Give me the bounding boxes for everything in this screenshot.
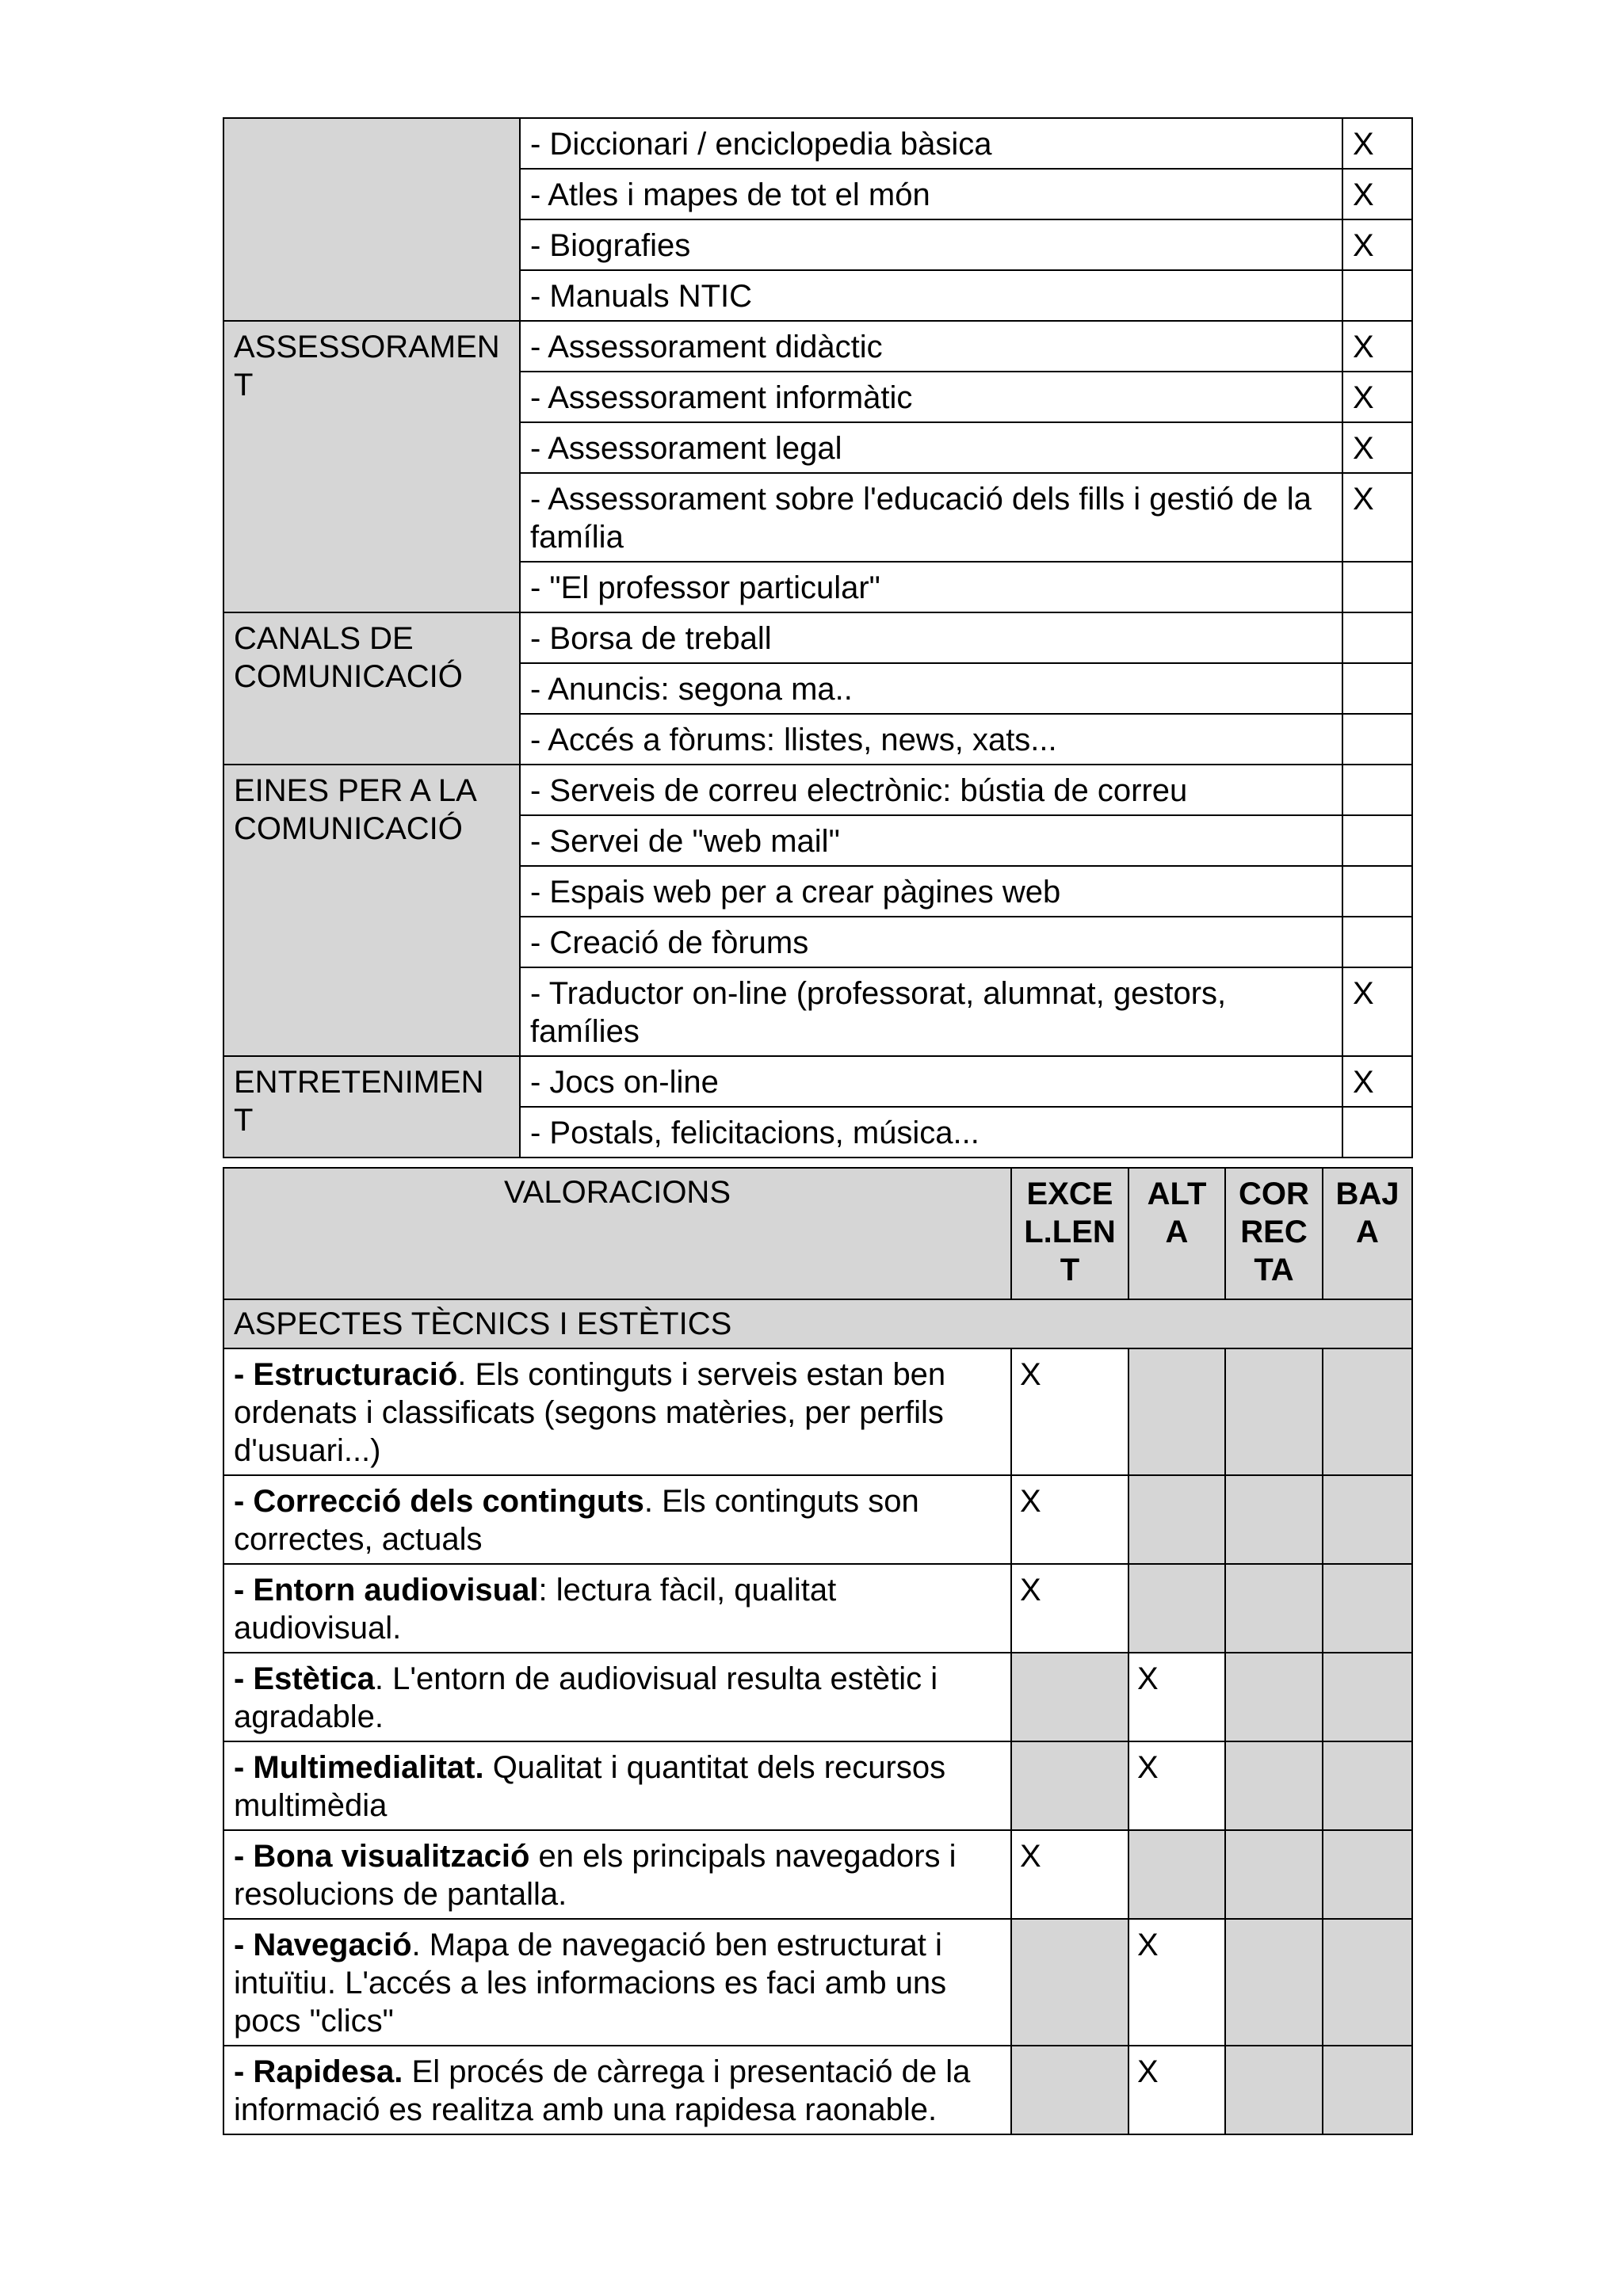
criterion-name: - Navegació — [234, 1928, 412, 1962]
service-item: - Creació de fòrums — [520, 917, 1342, 967]
category-cell: EINES PER A LA COMUNICACIÓ — [223, 765, 520, 1056]
rating-mark — [1323, 1348, 1412, 1475]
category-cell: ENTRETENIMEN T — [223, 1056, 520, 1158]
column-header-high: ALT A — [1128, 1168, 1225, 1299]
service-item: - "El professor particular" — [520, 562, 1342, 612]
rating-mark — [1128, 1564, 1225, 1653]
criterion-cell — [223, 1830, 1011, 1919]
service-item: - Assessorament informàtic — [520, 372, 1342, 422]
rating-mark — [1323, 1830, 1412, 1919]
category-cell — [223, 118, 520, 321]
rating-mark — [1225, 2046, 1323, 2134]
service-mark — [1342, 866, 1412, 917]
service-mark — [1342, 714, 1412, 765]
service-mark: X — [1342, 118, 1412, 169]
service-mark: X — [1342, 372, 1412, 422]
service-item: - Espais web per a crear pàgines web — [520, 866, 1342, 917]
service-item: - Serveis de correu electrònic: bústia de correu — [520, 765, 1342, 815]
criterion-description: Qualitat i quantitat dels recursos multimèdia — [234, 1750, 946, 1823]
ratings-table — [223, 1167, 1413, 2135]
service-mark — [1342, 612, 1412, 663]
rating-mark — [1225, 1348, 1323, 1475]
rating-mark — [1323, 1564, 1412, 1653]
service-item: - Assessorament legal — [520, 422, 1342, 473]
rating-mark — [1011, 1653, 1128, 1741]
service-mark: X — [1342, 1056, 1412, 1107]
column-header-correct: COR REC TA — [1225, 1168, 1323, 1299]
criterion-description: : lectura fàcil, qualitat audiovisual. — [234, 1573, 837, 1646]
table-row — [223, 1348, 1412, 1475]
table-row — [223, 1475, 1412, 1564]
category-cell: CANALS DE COMUNICACIÓ — [223, 612, 520, 765]
service-mark: X — [1342, 473, 1412, 562]
rating-mark — [1225, 1919, 1323, 2046]
service-item: - Assessorament sobre l'educació dels fills i gestió de la família — [520, 473, 1342, 562]
ratings-title: VALORACIONS — [223, 1168, 1011, 1299]
ratings-header-row — [223, 1168, 1412, 1299]
rating-mark: X — [1128, 1919, 1225, 2046]
service-item: - Borsa de treball — [520, 612, 1342, 663]
table-row — [223, 1741, 1412, 1830]
rating-mark — [1323, 2046, 1412, 2134]
criterion-description: El procés de càrrega i presentació de la informació es realitza amb una rapidesa raonable. — [234, 2054, 971, 2127]
service-item: - Traductor on-line (professorat, alumnat, gestors, famílies — [520, 967, 1342, 1056]
rating-mark — [1225, 1475, 1323, 1564]
rating-mark — [1128, 1830, 1225, 1919]
service-mark: X — [1342, 321, 1412, 372]
rating-mark — [1323, 1653, 1412, 1741]
criterion-description: . Mapa de navegació ben estructurat i intuïtiu. L'accés a les informacions es faci amb uns pocs "clics" — [234, 1928, 947, 2039]
criterion-cell — [223, 2046, 1011, 2134]
service-item: - Servei de "web mail" — [520, 815, 1342, 866]
criterion-cell — [223, 1475, 1011, 1564]
service-item: - Jocs on-line — [520, 1056, 1342, 1107]
service-item: - Atles i mapes de tot el món — [520, 169, 1342, 219]
service-mark — [1342, 1107, 1412, 1158]
criterion-description: . L'entorn de audiovisual resulta estètic i agradable. — [234, 1661, 938, 1734]
criterion-name: - Entorn audiovisual — [234, 1573, 539, 1608]
service-item: - Accés a fòrums: llistes, news, xats... — [520, 714, 1342, 765]
column-header-low: BAJ A — [1323, 1168, 1412, 1299]
criterion-name: - Correcció dels continguts — [234, 1484, 644, 1519]
rating-mark — [1323, 1919, 1412, 2046]
criterion-name: - Multimedialitat. — [234, 1750, 484, 1785]
rating-mark — [1225, 1653, 1323, 1741]
rating-mark — [1225, 1564, 1323, 1653]
service-mark — [1342, 270, 1412, 321]
service-item: - Anuncis: segona ma.. — [520, 663, 1342, 714]
rating-mark — [1128, 1475, 1225, 1564]
rating-mark: X — [1011, 1830, 1128, 1919]
rating-mark — [1323, 1741, 1412, 1830]
rating-mark: X — [1128, 1653, 1225, 1741]
table-row — [223, 1919, 1412, 2046]
criterion-name: - Estètica — [234, 1661, 375, 1696]
criterion-name: - Rapidesa. — [234, 2054, 403, 2089]
rating-mark — [1128, 1348, 1225, 1475]
table-row — [223, 1653, 1412, 1741]
criterion-name: - Estructuració — [234, 1357, 458, 1392]
service-mark — [1342, 562, 1412, 612]
criterion-description: en els principals navegadors i resolucions de pantalla. — [234, 1839, 957, 1912]
service-mark: X — [1342, 422, 1412, 473]
service-item: - Postals, felicitacions, música... — [520, 1107, 1342, 1158]
table-row — [223, 2046, 1412, 2134]
service-item: - Assessorament didàctic — [520, 321, 1342, 372]
rating-mark — [1323, 1475, 1412, 1564]
criterion-description: . Els continguts i serveis estan ben ordenats i classificats (segons matèries, per perfils d'usuari...) — [234, 1357, 946, 1468]
service-item: - Biografies — [520, 219, 1342, 270]
service-mark — [1342, 765, 1412, 815]
services-table — [223, 117, 1413, 1158]
criterion-cell — [223, 1919, 1011, 2046]
criterion-cell — [223, 1741, 1011, 1830]
rating-mark — [1011, 1741, 1128, 1830]
service-mark — [1342, 917, 1412, 967]
service-item: - Diccionari / enciclopedia bàsica — [520, 118, 1342, 169]
table-row — [223, 1830, 1412, 1919]
criterion-description: . Els continguts son correctes, actuals — [234, 1484, 919, 1557]
section-title: ASPECTES TÈCNICS I ESTÈTICS — [223, 1299, 1412, 1348]
service-mark: X — [1342, 967, 1412, 1056]
rating-mark: X — [1011, 1564, 1128, 1653]
service-mark: X — [1342, 169, 1412, 219]
rating-mark: X — [1011, 1348, 1128, 1475]
rating-mark — [1225, 1741, 1323, 1830]
criterion-cell — [223, 1653, 1011, 1741]
rating-mark — [1011, 2046, 1128, 2134]
column-header-excellent: EXCE L.LEN T — [1011, 1168, 1128, 1299]
criterion-cell — [223, 1348, 1011, 1475]
table-row — [223, 1564, 1412, 1653]
rating-mark: X — [1128, 1741, 1225, 1830]
rating-mark — [1225, 1830, 1323, 1919]
rating-mark: X — [1128, 2046, 1225, 2134]
service-item: - Manuals NTIC — [520, 270, 1342, 321]
criterion-name: - Bona visualització — [234, 1839, 530, 1874]
criterion-cell — [223, 1564, 1011, 1653]
service-mark — [1342, 815, 1412, 866]
rating-mark — [1011, 1919, 1128, 2046]
rating-mark: X — [1011, 1475, 1128, 1564]
service-mark — [1342, 663, 1412, 714]
service-mark: X — [1342, 219, 1412, 270]
category-cell: ASSESSORAMEN T — [223, 321, 520, 612]
